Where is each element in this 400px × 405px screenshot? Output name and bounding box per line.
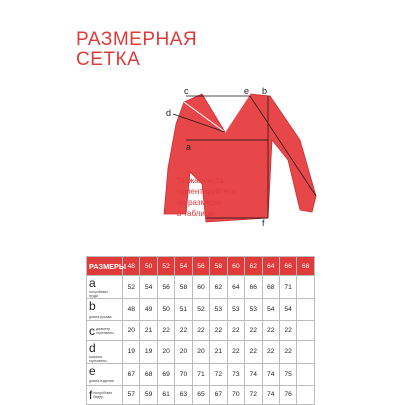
table-cell: 70 bbox=[175, 363, 192, 385]
table-cell: 48 bbox=[123, 299, 140, 321]
row-description: полуобхват бедер bbox=[93, 390, 113, 399]
table-cell: 69 bbox=[157, 363, 174, 385]
size-header-cell: 66 bbox=[279, 257, 296, 276]
table-cell-empty bbox=[297, 276, 314, 299]
table-cell-empty bbox=[297, 385, 314, 404]
table-cell: 22 bbox=[157, 321, 174, 340]
table-cell: 51 bbox=[175, 299, 192, 321]
point-label-d: d bbox=[166, 108, 172, 118]
row-description: длина изделия bbox=[89, 379, 114, 384]
row-letter: b bbox=[89, 299, 96, 314]
table-cell: 22 bbox=[227, 340, 244, 363]
table-cell: 57 bbox=[123, 385, 140, 404]
row-letter: f bbox=[89, 387, 93, 402]
row-description: диаметр горловины bbox=[96, 326, 114, 335]
table-cell: 54 bbox=[279, 299, 296, 321]
table-cell: 67 bbox=[123, 363, 140, 385]
table-cell: 72 bbox=[245, 385, 262, 404]
table-cell: 22 bbox=[227, 321, 244, 340]
table-row bbox=[87, 299, 315, 321]
table-cell: 76 bbox=[279, 385, 296, 404]
size-header-cell: 52 bbox=[157, 257, 174, 276]
table-cell: 68 bbox=[140, 363, 157, 385]
table-cell: 21 bbox=[210, 340, 227, 363]
point-label-e: e bbox=[244, 86, 250, 96]
table-cell: 64 bbox=[227, 276, 244, 299]
table-cell: 22 bbox=[175, 321, 192, 340]
table-cell: 20 bbox=[123, 321, 140, 340]
table-row bbox=[87, 363, 315, 385]
table-cell: 49 bbox=[140, 299, 157, 321]
table-cell: 72 bbox=[210, 363, 227, 385]
table-cell: 22 bbox=[262, 321, 279, 340]
table-row bbox=[87, 340, 315, 363]
table-cell: 71 bbox=[192, 363, 209, 385]
table-cell: 54 bbox=[140, 276, 157, 299]
page-title-line-2: СЕТКА bbox=[76, 49, 141, 70]
row-description: длина рукава bbox=[89, 314, 112, 319]
table-row bbox=[87, 276, 315, 299]
table-cell: 20 bbox=[157, 340, 174, 363]
table-cell: 63 bbox=[175, 385, 192, 404]
table-cell: 22 bbox=[192, 321, 209, 340]
size-header-cell: 54 bbox=[175, 257, 192, 276]
size-header-cell: 68 bbox=[297, 257, 314, 276]
note-line: ориентируйтесь bbox=[177, 187, 237, 196]
table-cell: 74 bbox=[262, 363, 279, 385]
table-cell: 22 bbox=[279, 321, 296, 340]
size-table bbox=[86, 256, 315, 405]
row-description: полуобхват груди bbox=[89, 290, 108, 299]
row-letter: d bbox=[89, 340, 96, 355]
table-row bbox=[87, 385, 315, 404]
size-header-cell: 50 bbox=[140, 257, 157, 276]
table-cell: 70 bbox=[227, 385, 244, 404]
table-cell: 68 bbox=[262, 276, 279, 299]
table-cell-empty bbox=[297, 299, 314, 321]
table-cell: 22 bbox=[262, 340, 279, 363]
table-cell: 61 bbox=[157, 385, 174, 404]
table-cell: 60 bbox=[192, 276, 209, 299]
table-cell: 19 bbox=[123, 340, 140, 363]
table-cell: 75 bbox=[279, 363, 296, 385]
size-header-cell: 60 bbox=[227, 257, 244, 276]
table-cell: 53 bbox=[210, 299, 227, 321]
point-label-b: b bbox=[262, 86, 268, 96]
row-label bbox=[87, 299, 123, 321]
table-cell-empty bbox=[297, 321, 314, 340]
table-cell: 74 bbox=[262, 385, 279, 404]
table-cell: 58 bbox=[175, 276, 192, 299]
table-cell: 22 bbox=[210, 321, 227, 340]
table-cell: 20 bbox=[175, 340, 192, 363]
size-header-cell: 64 bbox=[262, 257, 279, 276]
table-cell: 74 bbox=[245, 363, 262, 385]
size-header-cell: 48 bbox=[123, 257, 140, 276]
row-label bbox=[87, 321, 123, 340]
point-label-a: a bbox=[186, 142, 192, 152]
table-cell: 22 bbox=[245, 321, 262, 340]
table-cell: 22 bbox=[279, 340, 296, 363]
row-label bbox=[87, 363, 123, 385]
table-row bbox=[87, 321, 315, 340]
table-cell: 53 bbox=[227, 299, 244, 321]
table-cell: 53 bbox=[245, 299, 262, 321]
row-description: ширина горловины bbox=[89, 354, 107, 363]
row-letter: a bbox=[89, 276, 96, 291]
point-label-c: c bbox=[184, 86, 189, 96]
table-cell: 52 bbox=[192, 299, 209, 321]
row-label bbox=[87, 340, 123, 363]
table-cell: 20 bbox=[192, 340, 209, 363]
table-cell: 71 bbox=[279, 276, 296, 299]
table-cell-empty bbox=[297, 363, 314, 385]
table-cell: 73 bbox=[227, 363, 244, 385]
point-label-f: f bbox=[262, 218, 265, 228]
size-header-label: РАЗМЕРЫ bbox=[87, 257, 123, 276]
row-letter: c bbox=[89, 323, 95, 338]
table-cell: 54 bbox=[262, 299, 279, 321]
table-cell: 67 bbox=[210, 385, 227, 404]
table-cell: 19 bbox=[140, 340, 157, 363]
size-header-cell: 62 bbox=[245, 257, 262, 276]
table-cell: 62 bbox=[210, 276, 227, 299]
row-label bbox=[87, 385, 123, 404]
note-line: на размеры bbox=[177, 198, 221, 207]
table-cell: 66 bbox=[245, 276, 262, 299]
table-cell: 52 bbox=[123, 276, 140, 299]
row-label bbox=[87, 276, 123, 299]
size-header-cell: 56 bbox=[192, 257, 209, 276]
table-cell: 22 bbox=[245, 340, 262, 363]
size-note bbox=[177, 175, 277, 219]
table-cell: 65 bbox=[192, 385, 209, 404]
table-cell-empty bbox=[297, 340, 314, 363]
note-line: *пожалуйста, bbox=[177, 176, 226, 185]
table-cell: 59 bbox=[140, 385, 157, 404]
size-table-header-row bbox=[87, 257, 315, 276]
page-title-line-1: РАЗМЕРНАЯ bbox=[76, 29, 198, 50]
size-table-body bbox=[87, 276, 315, 405]
size-header-cell: 58 bbox=[210, 257, 227, 276]
table-cell: 50 bbox=[157, 299, 174, 321]
table-cell: 21 bbox=[140, 321, 157, 340]
row-letter: e bbox=[89, 363, 96, 378]
note-line: в таблице bbox=[177, 209, 214, 218]
table-cell: 56 bbox=[157, 276, 174, 299]
